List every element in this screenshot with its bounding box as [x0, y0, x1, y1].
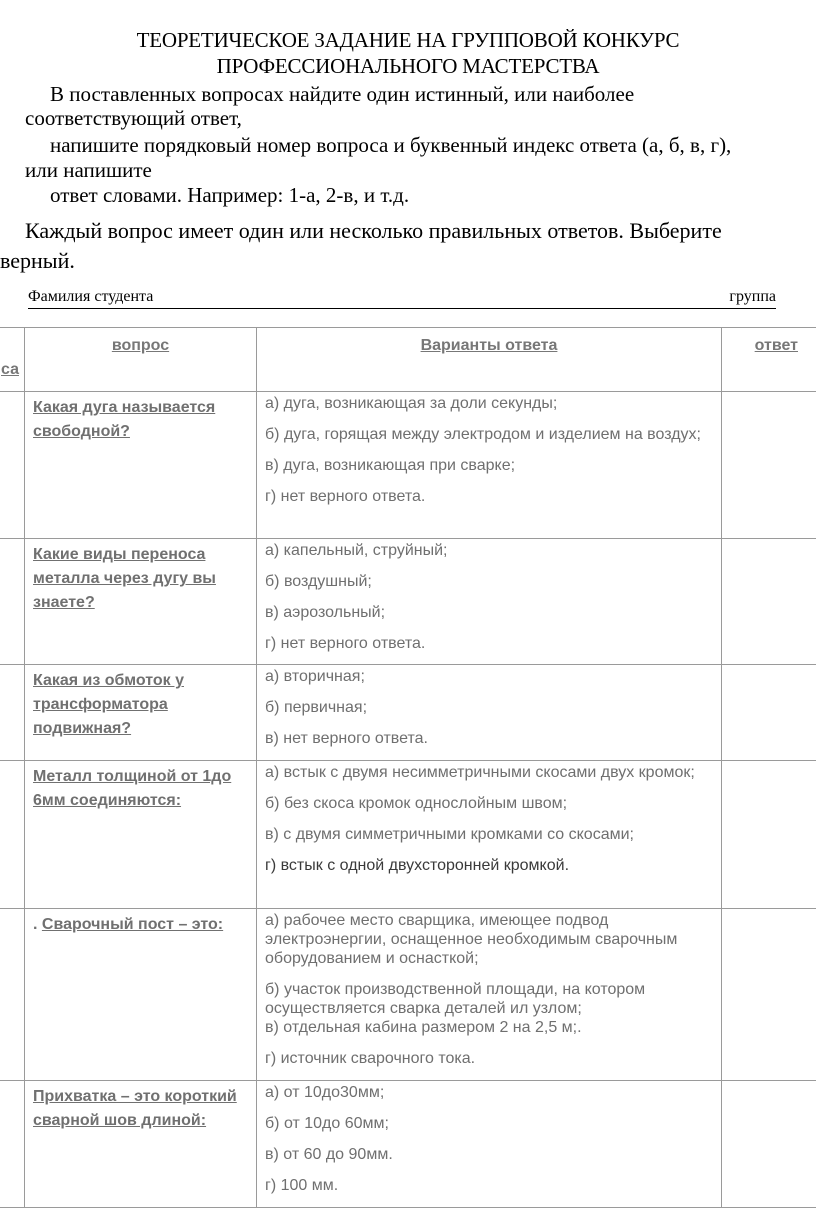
note-line-1: Каждый вопрос имеет один или несколько правильных ответов. Выберите — [25, 218, 722, 243]
number-cell — [0, 909, 25, 1081]
number-cell — [0, 539, 25, 665]
option-d: г) встык с одной двухсторонней кромкой. — [265, 857, 570, 874]
option-b: б) дуга, горящая между электродом и изделием на воздух; — [265, 426, 701, 443]
options-cell — [257, 1081, 722, 1208]
option-b: б) участок производственной площади, на котором осуществляется сварка деталей ил узлом; — [265, 981, 646, 1017]
question-cell — [25, 1081, 257, 1208]
option-b: б) от 10до 60мм; — [265, 1115, 389, 1132]
table-row — [0, 1081, 816, 1208]
instruction-line-1: В поставленных вопросах найдите один истинный, или наиболее — [50, 82, 635, 106]
page-title-line-2: ПРОФЕССИОНАЛЬНОГО МАСТЕРСТВА — [216, 54, 600, 78]
header-question-cell — [25, 328, 257, 392]
question-cell — [25, 539, 257, 665]
header-answer-cell — [722, 328, 816, 392]
option-c: в) отдельная кабина размером 2 на 2,5 м;. — [265, 1019, 582, 1036]
options-cell — [257, 761, 722, 909]
option-a: а) рабочее место сварщика, имеющее подвод электроэнергии, оснащенное необходимым сварочным оборудованием и оснасткой; — [265, 912, 678, 967]
question-text: Металл толщиной от 1до 6мм соединяются: — [33, 768, 232, 809]
number-cell — [0, 761, 25, 909]
option-a: а) капельный, струйный; — [265, 542, 448, 559]
answer-cell[interactable] — [722, 1081, 816, 1208]
question-text: Какая из обмоток у трансформатора подвижная? — [33, 672, 184, 737]
number-cell — [0, 392, 25, 539]
question-text-wrap — [25, 909, 256, 937]
options-cell — [257, 665, 722, 761]
answer-cell[interactable] — [722, 539, 816, 665]
table-row — [0, 392, 816, 539]
option-c: в) нет верного ответа. — [265, 730, 428, 747]
table-row — [0, 665, 816, 761]
instruction-line-3: напишите порядковый номер вопроса и буквенный индекс ответа (а, б, в, г), — [50, 133, 732, 157]
header-number-cell — [0, 328, 25, 392]
table-row — [0, 909, 816, 1081]
table-header-row — [0, 328, 816, 392]
note-line-2: верный. — [0, 248, 75, 273]
option-b: б) без скоса кромок однослойным швом; — [265, 795, 568, 812]
student-name-label: Фамилия студента — [28, 288, 154, 305]
answer-cell[interactable] — [722, 909, 816, 1081]
group-label: группа — [729, 288, 776, 305]
option-d: г) 100 мм. — [265, 1177, 339, 1194]
header-answer: ответ — [754, 337, 798, 354]
option-c: в) аэрозольный; — [265, 604, 386, 621]
option-a: а) от 10до30мм; — [265, 1084, 385, 1101]
instruction-line-5: ответ словами. Например: 1-а, 2-в, и т.д. — [50, 183, 410, 207]
question-text: Сварочный пост – это: — [41, 916, 224, 933]
option-b: б) воздушный; — [265, 573, 372, 590]
page-title-line-1: ТЕОРЕТИЧЕСКОЕ ЗАДАНИЕ НА ГРУППОВОЙ КОНКУРС — [136, 28, 680, 52]
question-cell — [25, 392, 257, 539]
question-text: Какая дуга называется свободной? — [33, 399, 216, 440]
question-cell — [25, 909, 257, 1081]
header-variants-cell — [257, 328, 722, 392]
header-question: вопрос — [111, 337, 170, 354]
question-cell — [25, 665, 257, 761]
options-cell — [257, 539, 722, 665]
instruction-line-2: соответствующий ответ, — [25, 106, 242, 130]
option-b: б) первичная; — [265, 699, 368, 716]
option-a: а) дуга, возникающая за доли секунды; — [265, 395, 558, 412]
number-cell — [0, 1081, 25, 1208]
option-d: г) нет верного ответа. — [265, 488, 426, 505]
header-variants: Варианты ответа — [420, 337, 558, 354]
options-cell — [257, 392, 722, 539]
table-row — [0, 539, 816, 665]
option-d: г) источник сварочного тока. — [265, 1050, 476, 1067]
header-number: са — [1, 361, 19, 378]
option-d: г) нет верного ответа. — [265, 635, 426, 652]
student-info-row — [28, 288, 776, 309]
option-c: в) дуга, возникающая при сварке; — [265, 457, 516, 474]
instruction-line-4: или напишите — [25, 158, 152, 182]
question-cell — [25, 761, 257, 909]
question-text: Какие виды переноса металла через дугу вы знаете? — [33, 546, 216, 611]
answer-cell[interactable] — [722, 665, 816, 761]
number-cell — [0, 665, 25, 761]
option-a: а) вторичная; — [265, 668, 365, 685]
options-cell — [257, 909, 722, 1081]
question-prefix: . — [33, 916, 38, 933]
answer-cell[interactable] — [722, 392, 816, 539]
option-c: в) от 60 до 90мм. — [265, 1146, 393, 1163]
table-row — [0, 761, 816, 909]
option-c: в) с двумя симметричными кромками со скосами; — [265, 826, 634, 843]
questions-table — [0, 327, 816, 1208]
question-text: Прихватка – это короткий сварной шов длиной: — [33, 1088, 237, 1129]
option-a: а) встык с двумя несимметричными скосами двух кромок; — [265, 764, 695, 781]
answer-cell[interactable] — [722, 761, 816, 909]
